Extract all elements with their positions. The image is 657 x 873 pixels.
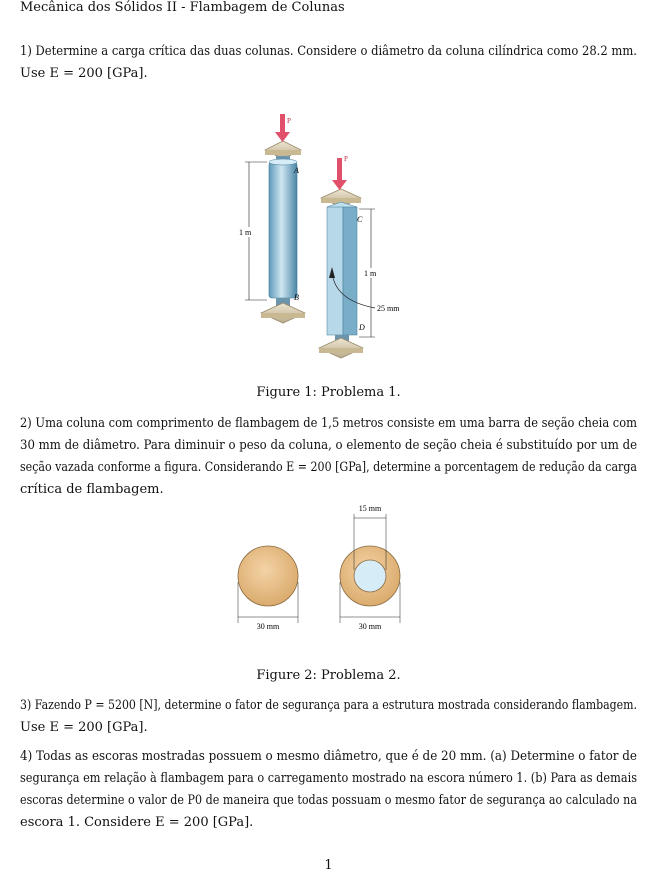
- load-label-right: P: [344, 155, 348, 163]
- point-b-label: B: [294, 293, 299, 302]
- figure-1-caption: Figure 1: Problema 1.: [256, 385, 401, 400]
- point-c-label: C: [357, 215, 363, 224]
- figure-2-cross-sections: [225, 500, 410, 635]
- problem-4-line-2: segurança em relação à flambagem para o carregamento mostrado na escora número 1. (b) Para as demais: [20, 771, 637, 786]
- load-label-left: P: [287, 117, 291, 125]
- point-a-label: A: [294, 166, 299, 175]
- cylindrical-column: [239, 114, 305, 323]
- figure-1-columns: [225, 110, 435, 365]
- point-d-label: D: [359, 323, 365, 332]
- problem-4-line-1: 4) Todas as escoras mostradas possuem o mesmo diâmetro, que é de 20 mm. (a) Determine o fator de: [20, 749, 637, 764]
- figure-2-caption: Figure 2: Problema 2.: [256, 668, 401, 683]
- page-header: Mecânica dos Sólidos II - Flambagem de Colunas: [20, 0, 345, 15]
- problem-3-line-2: Use E = 200 [GPa].: [20, 720, 148, 735]
- solid-section: [238, 546, 298, 631]
- side-label: 25 mm: [377, 304, 400, 313]
- hollow-section: [340, 504, 400, 631]
- problem-2-line-4: crítica de flambagem.: [20, 482, 164, 497]
- problem-1: [0, 41, 657, 85]
- page-number: 1: [324, 858, 333, 873]
- problem-4: [0, 746, 657, 834]
- problem-2-line-2: 30 mm de diâmetro. Para diminuir o peso da coluna, o elemento de seção cheia é substituído por um de: [20, 438, 637, 453]
- problem-1-line-1: 1) Determine a carga crítica das duas colunas. Considere o diâmetro da coluna cilíndrica como 28.2 mm.: [20, 44, 637, 59]
- problem-1-line-2: Use E = 200 [GPa].: [20, 66, 148, 81]
- problem-4-line-3: escoras determine o valor de P0 de maneira que todas possuam o mesmo fator de segurança ao calculado na: [20, 793, 637, 808]
- length-right-label: 1 m: [364, 269, 377, 278]
- solid-diameter-label: 30 mm: [256, 622, 280, 631]
- wall-label: 15 mm: [358, 504, 382, 513]
- problem-2-line-1: 2) Uma coluna com comprimento de flambagem de 1,5 metros consiste em uma barra de seção cheia com: [20, 416, 638, 431]
- square-column: [319, 155, 400, 358]
- problem-3: [0, 695, 657, 739]
- problem-3-line-1: 3) Fazendo P = 5200 [N], determine o fator de segurança para a estrutura mostrada considerando flambagem.: [20, 698, 638, 713]
- problem-4-line-4: escora 1. Considere E = 200 [GPa].: [20, 815, 254, 830]
- problem-2: [0, 413, 657, 501]
- hollow-diameter-label: 30 mm: [358, 622, 382, 631]
- problem-2-line-3: seção vazada conforme a figura. Considerando E = 200 [GPa], determine a porcentagem de redução da carga: [20, 460, 637, 475]
- length-left-label: 1 m: [239, 228, 252, 237]
